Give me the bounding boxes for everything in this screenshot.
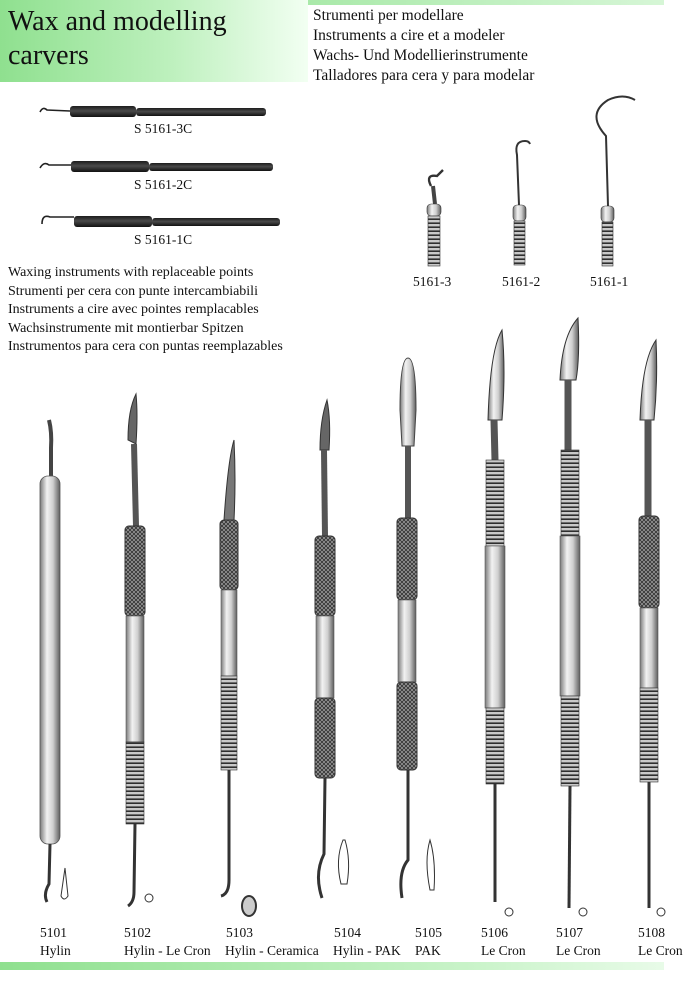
carver-code-5105: 5105 <box>415 925 442 940</box>
carver-code-5103: 5103 <box>226 925 253 940</box>
carver-name-5108: Le Cron <box>638 943 683 958</box>
handle-code-1c: S 5161-1C <box>134 232 193 247</box>
bottom-accent-bar <box>0 962 664 970</box>
carver-code-5106: 5106 <box>481 925 508 940</box>
carver-5103 <box>220 440 256 916</box>
carver-code-5101: 5101 <box>40 925 67 940</box>
handle-code-2c: S 5161-2C <box>134 177 193 192</box>
carver-code-5107: 5107 <box>556 925 583 940</box>
replaceable-points-description <box>8 264 283 357</box>
handle-s5161-3c <box>40 106 266 117</box>
carver-name-5101: Hylin <box>40 943 71 958</box>
carver-5107 <box>560 318 587 916</box>
page-title-line-2: carvers <box>8 40 89 71</box>
point-code-5161-2: 5161-2 <box>502 274 541 289</box>
desc-english: Waxing instruments with replaceable points <box>8 265 254 280</box>
subtitle-italian: Strumenti per modellare <box>313 7 464 24</box>
subtitle-spanish: Talladores para cera y para modelar <box>313 67 535 84</box>
carver-code-5108: 5108 <box>638 925 665 940</box>
carver-name-5105: PAK <box>415 943 441 958</box>
desc-german: Wachsinstrumente mit montierbar Spitzen <box>8 320 244 336</box>
carver-5102 <box>125 394 153 906</box>
carver-name-5102: Hylin - Le Cron <box>124 943 211 958</box>
desc-french: Instruments a cire avec pointes remplacables <box>8 302 259 317</box>
handle-s5161-2c <box>40 161 273 172</box>
carver-5106 <box>485 330 513 916</box>
point-code-5161-3: 5161-3 <box>413 274 452 289</box>
point-5161-2 <box>513 141 530 265</box>
carver-5108 <box>639 340 665 916</box>
point-5161-3 <box>427 170 443 266</box>
carver-5101 <box>40 420 68 902</box>
carver-name-5106: Le Cron <box>481 943 526 958</box>
carver-code-5104: 5104 <box>334 925 361 940</box>
carver-code-5102: 5102 <box>124 925 151 940</box>
desc-italian: Strumenti per cera con punte intercambiabili <box>8 283 258 299</box>
subtitle-french: Instruments a cire et a modeler <box>313 27 505 44</box>
point-5161-1 <box>596 97 635 267</box>
carver-name-5104: Hylin - PAK <box>333 943 401 958</box>
carver-5105 <box>397 358 435 898</box>
desc-spanish: Instrumentos para cera con puntas reemplazables <box>8 339 283 354</box>
carver-5104 <box>315 400 349 898</box>
point-code-5161-1: 5161-1 <box>590 274 629 289</box>
subtitle-german: Wachs- Und Modellierinstrumente <box>313 47 528 64</box>
handle-s5161-1c <box>42 216 280 227</box>
carver-name-5103: Hylin - Ceramica <box>225 943 319 958</box>
handle-code-3c: S 5161-3C <box>134 121 193 136</box>
page-title-line-1: Wax and modelling <box>8 6 227 37</box>
carver-name-5107: Le Cron <box>556 943 601 958</box>
